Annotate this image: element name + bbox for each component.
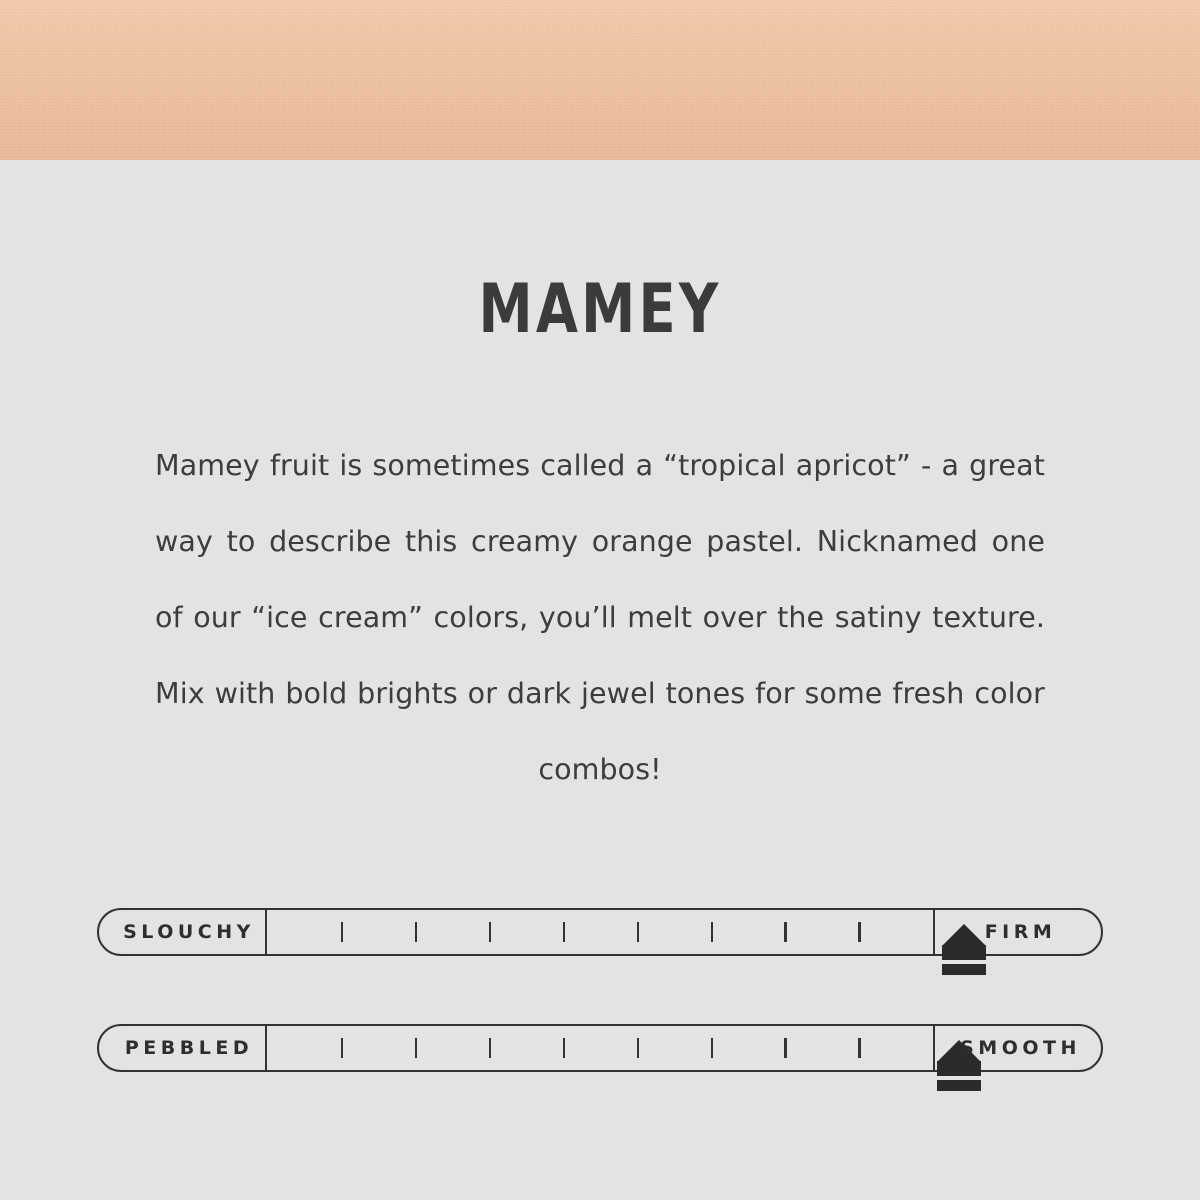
- tick: [341, 922, 344, 941]
- tick: [415, 922, 418, 941]
- tick: [563, 922, 566, 941]
- handle-foot: [942, 964, 986, 975]
- slider-texture[interactable]: [97, 1024, 1103, 1072]
- slider-drape-right-label: FIRM: [933, 910, 1101, 954]
- tick: [784, 922, 787, 941]
- color-description: Mamey fruit is sometimes called a “tropical apricot” - a great way to describe this creamy orange pastel. Nicknamed one of our “ice cream” colors, you’ll melt over the satiny texture. Mix with bold brights or dark jewel tones for some fresh color combos!: [155, 449, 1045, 786]
- slider-texture-ticks: [267, 1026, 933, 1070]
- tick: [563, 1038, 566, 1057]
- slider-texture-right-label: SMOOTH: [933, 1026, 1101, 1070]
- tick: [858, 922, 861, 941]
- slider-texture-left-label: PEBBLED: [99, 1026, 267, 1070]
- tick: [489, 922, 492, 941]
- slider-drape-ticks: [267, 910, 933, 954]
- handle-foot: [937, 1080, 981, 1091]
- slider-drape[interactable]: [97, 908, 1103, 956]
- tick: [415, 1038, 418, 1057]
- tick: [711, 922, 714, 941]
- tick: [637, 1038, 640, 1057]
- tick: [711, 1038, 714, 1057]
- tick: [637, 922, 640, 941]
- slider-drape-left-label: SLOUCHY: [99, 910, 267, 954]
- tick: [858, 1038, 861, 1057]
- color-swatch-band: [0, 0, 1200, 160]
- tick: [784, 1038, 787, 1057]
- tick: [341, 1038, 344, 1057]
- page-title: MAMEY: [478, 270, 722, 349]
- tick: [489, 1038, 492, 1057]
